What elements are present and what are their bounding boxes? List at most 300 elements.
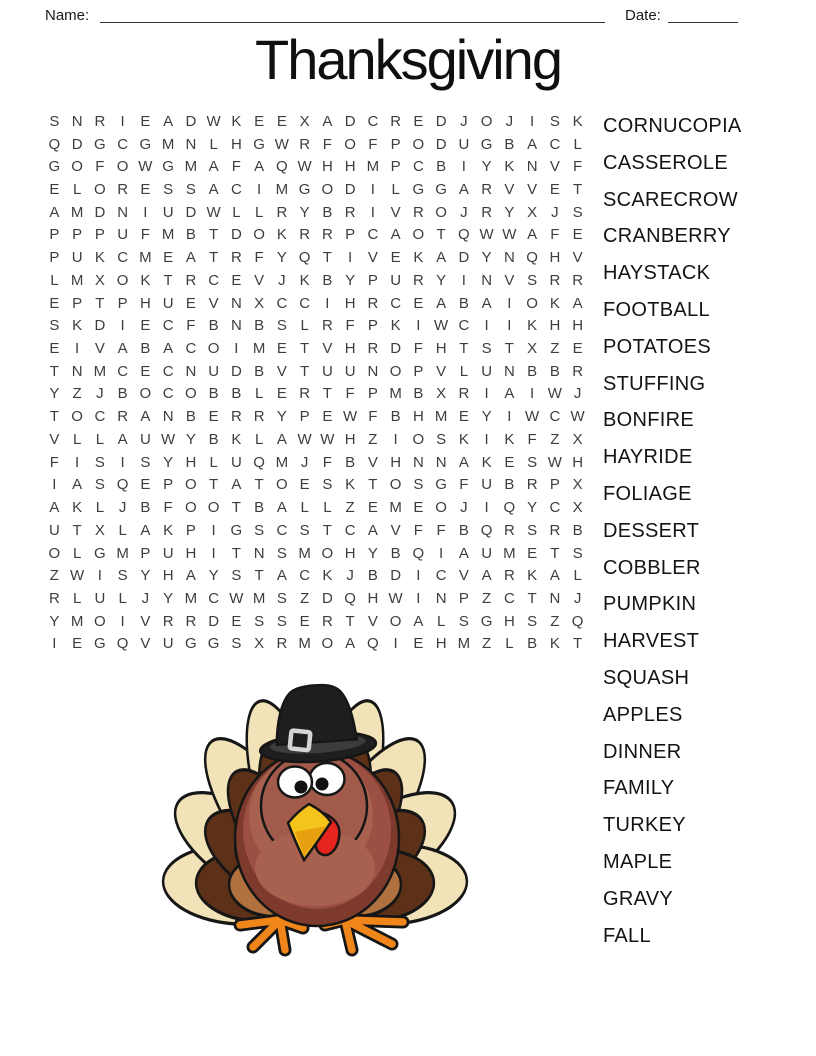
- grid-letter: Y: [49, 385, 60, 403]
- word-list-item: MAPLE: [603, 850, 673, 873]
- grid-letter: Q: [344, 589, 356, 607]
- grid-letter: B: [322, 271, 333, 289]
- grid-letter: P: [299, 408, 310, 426]
- grid-letter: E: [572, 340, 583, 358]
- grid-letter: K: [390, 317, 401, 335]
- grid-letter: R: [230, 249, 242, 267]
- grid-letter: Y: [299, 203, 310, 221]
- grid-letter: A: [413, 612, 424, 630]
- grid-letter: E: [413, 294, 424, 312]
- grid-letter: D: [390, 567, 402, 585]
- grid-letter: E: [276, 340, 287, 358]
- grid-letter: E: [413, 499, 424, 517]
- grid-letter: A: [436, 249, 447, 267]
- grid-letter: R: [299, 226, 311, 244]
- grid-letter: K: [299, 271, 310, 289]
- grid-letter: W: [502, 226, 517, 244]
- grid-letter: U: [208, 362, 220, 380]
- grid-letter: K: [231, 430, 242, 448]
- grid-letter: G: [94, 635, 106, 653]
- grid-letter: T: [368, 476, 378, 494]
- grid-letter: N: [367, 362, 379, 380]
- grid-letter: I: [75, 453, 80, 471]
- date-blank-line[interactable]: [668, 6, 738, 23]
- grid-letter: T: [231, 544, 241, 562]
- grid-letter: R: [117, 408, 129, 426]
- grid-letter: R: [299, 135, 311, 153]
- grid-letter: R: [526, 476, 538, 494]
- grid-letter: K: [458, 430, 469, 448]
- right-pupil: [316, 778, 329, 791]
- grid-letter: M: [70, 612, 84, 630]
- grid-letter: Q: [458, 226, 470, 244]
- grid-letter: I: [416, 589, 421, 607]
- grid-letter: R: [276, 203, 288, 221]
- grid-letter: K: [276, 226, 287, 244]
- grid-letter: J: [141, 589, 150, 607]
- grid-letter: E: [163, 249, 174, 267]
- grid-letter: I: [234, 340, 239, 358]
- grid-letter: C: [458, 317, 470, 335]
- grid-letter: W: [547, 385, 562, 403]
- grid-letter: P: [49, 249, 60, 267]
- grid-letter: B: [185, 226, 196, 244]
- grid-letter: M: [139, 249, 152, 267]
- grid-letter: I: [257, 181, 262, 199]
- grid-letter: B: [208, 430, 219, 448]
- grid-letter: W: [388, 589, 403, 607]
- grid-letter: G: [298, 181, 311, 199]
- grid-letter: C: [412, 158, 424, 176]
- grid-letter: O: [253, 226, 265, 244]
- word-list-item: DESSERT: [603, 519, 700, 542]
- grid-letter: O: [276, 476, 288, 494]
- grid-letter: I: [416, 567, 421, 585]
- grid-letter: U: [481, 362, 493, 380]
- grid-letter: J: [460, 499, 468, 517]
- grid-letter: O: [116, 158, 129, 176]
- word-list-item: HAYSTACK: [603, 262, 711, 285]
- grid-letter: G: [480, 612, 493, 630]
- grid-letter: N: [185, 135, 197, 153]
- grid-letter: A: [117, 430, 128, 448]
- grid-letter: A: [49, 203, 60, 221]
- grid-letter: C: [94, 408, 106, 426]
- grid-letter: K: [504, 430, 515, 448]
- grid-letter: R: [549, 521, 561, 539]
- grid-letter: W: [320, 430, 335, 448]
- grid-letter: G: [207, 635, 220, 653]
- grid-letter: G: [435, 476, 447, 494]
- grid-letter: D: [208, 612, 220, 630]
- grid-letter: U: [321, 362, 333, 380]
- grid-letter: C: [276, 294, 288, 312]
- grid-letter: M: [275, 181, 289, 199]
- grid-letter: L: [391, 181, 400, 199]
- grid-letter: E: [390, 249, 401, 267]
- grid-letter: W: [138, 158, 153, 176]
- grid-letter: H: [344, 430, 356, 448]
- grid-letter: R: [367, 340, 379, 358]
- grid-letter: Q: [480, 521, 493, 539]
- grid-letter: E: [413, 635, 424, 653]
- grid-letter: K: [549, 635, 560, 653]
- hat-buckle: [290, 730, 311, 750]
- grid-letter: B: [231, 385, 242, 403]
- word-list-item: PUMPKIN: [603, 593, 697, 616]
- grid-letter: F: [140, 226, 150, 244]
- grid-letter: N: [481, 271, 493, 289]
- grid-letter: G: [230, 521, 243, 539]
- grid-letter: A: [481, 294, 492, 312]
- grid-letter: S: [458, 612, 469, 630]
- word-list: [603, 108, 742, 954]
- grid-letter: V: [527, 181, 538, 199]
- word-list-item: POTATOES: [603, 335, 711, 358]
- grid-letter: Z: [49, 567, 59, 585]
- grid-letter: T: [527, 589, 537, 607]
- word-list-item: TURKEY: [603, 814, 686, 837]
- grid-letter: F: [459, 476, 469, 494]
- grid-letter: E: [254, 112, 265, 130]
- grid-letter: R: [390, 112, 402, 130]
- grid-letter: X: [572, 476, 583, 494]
- grid-letter: O: [480, 112, 493, 130]
- grid-letter: U: [230, 453, 242, 471]
- grid-letter: F: [322, 135, 332, 153]
- grid-letter: T: [209, 249, 219, 267]
- grid-letter: E: [322, 408, 333, 426]
- grid-letter: J: [573, 589, 582, 607]
- grid-letter: C: [299, 567, 311, 585]
- grid-letter: A: [117, 340, 128, 358]
- grid-letter: O: [344, 135, 356, 153]
- grid-letter: A: [231, 476, 242, 494]
- grid-letter: O: [185, 385, 197, 403]
- grid-letter: Y: [436, 271, 447, 289]
- grid-letter: T: [322, 385, 332, 403]
- grid-letter: G: [412, 181, 425, 199]
- grid-letter: R: [321, 317, 333, 335]
- grid-letter: O: [207, 499, 220, 517]
- grid-letter: L: [72, 181, 82, 199]
- grid-letter: B: [527, 362, 538, 380]
- name-blank-line[interactable]: [100, 6, 605, 23]
- grid-letter: Q: [571, 612, 584, 630]
- grid-letter: T: [163, 271, 173, 289]
- grid-letter: P: [390, 158, 401, 176]
- grid-letter: T: [436, 226, 446, 244]
- grid-letter: Z: [550, 340, 560, 358]
- grid-letter: A: [185, 567, 196, 585]
- grid-letter: J: [278, 271, 286, 289]
- grid-letter: C: [549, 135, 561, 153]
- grid-letter: V: [322, 340, 333, 358]
- grid-letter: Y: [163, 589, 174, 607]
- grid-letter: N: [549, 589, 561, 607]
- grid-letter: F: [368, 408, 378, 426]
- word-list-item: SQUASH: [603, 666, 690, 689]
- grid-letter: R: [299, 385, 311, 403]
- grid-letter: R: [549, 271, 561, 289]
- grid-letter: B: [140, 340, 151, 358]
- grid-letter: F: [436, 521, 446, 539]
- grid-letter: J: [96, 385, 104, 403]
- name-label: Name:: [45, 7, 90, 24]
- grid-letter: N: [71, 112, 83, 130]
- grid-letter: Q: [298, 249, 311, 267]
- grid-letter: A: [254, 158, 265, 176]
- grid-letter: Y: [276, 249, 287, 267]
- grid-letter: U: [71, 249, 83, 267]
- grid-letter: W: [434, 317, 449, 335]
- grid-letter: B: [254, 499, 265, 517]
- grid-letter: N: [503, 249, 515, 267]
- grid-letter: R: [185, 271, 197, 289]
- grid-letter: S: [527, 271, 538, 289]
- grid-letter: Q: [367, 635, 379, 653]
- grid-letter: Z: [482, 589, 492, 607]
- grid-letter: E: [299, 612, 310, 630]
- grid-letter: Q: [412, 544, 425, 562]
- grid-letter: D: [94, 317, 106, 335]
- grid-letter: X: [527, 340, 538, 358]
- grid-letter: O: [94, 181, 106, 199]
- grid-letter: W: [343, 408, 358, 426]
- grid-letter: A: [527, 135, 538, 153]
- grid-letter: M: [93, 362, 107, 380]
- grid-letter: Y: [481, 249, 492, 267]
- grid-letter: F: [254, 249, 264, 267]
- grid-letter: M: [252, 589, 266, 607]
- grid-letter: T: [209, 226, 219, 244]
- grid-letter: H: [503, 612, 515, 630]
- grid-letter: O: [389, 476, 402, 494]
- grid-letter: B: [345, 453, 356, 471]
- grid-letter: H: [549, 317, 561, 335]
- grid-letter: A: [572, 294, 583, 312]
- grid-letter: H: [344, 294, 356, 312]
- grid-letter: C: [367, 112, 379, 130]
- grid-letter: P: [390, 135, 401, 153]
- grid-letter: T: [254, 567, 264, 585]
- grid-letter: M: [389, 385, 402, 403]
- grid-letter: H: [572, 317, 584, 335]
- grid-letter: A: [549, 567, 560, 585]
- grid-letter: V: [276, 362, 287, 380]
- grid-letter: H: [321, 158, 333, 176]
- grid-letter: W: [570, 408, 585, 426]
- grid-letter: I: [120, 612, 125, 630]
- grid-letter: L: [300, 317, 309, 335]
- grid-letter: F: [550, 226, 560, 244]
- word-list-item: GRAVY: [603, 887, 674, 910]
- grid-letter: J: [573, 385, 582, 403]
- grid-letter: G: [139, 135, 152, 153]
- right-eye: [310, 763, 345, 795]
- grid-letter: B: [367, 567, 378, 585]
- grid-letter: Y: [49, 612, 60, 630]
- grid-letter: W: [297, 158, 312, 176]
- word-list-item: COBBLER: [603, 556, 701, 579]
- grid-letter: O: [435, 499, 447, 517]
- word-list-item: APPLES: [603, 703, 683, 726]
- grid-letter: K: [231, 112, 242, 130]
- grid-letter: G: [253, 135, 265, 153]
- grid-letter: V: [367, 612, 378, 630]
- grid-letter: P: [72, 294, 83, 312]
- grid-letter: P: [163, 476, 174, 494]
- grid-letter: G: [185, 635, 197, 653]
- grid-letter: N: [435, 453, 447, 471]
- grid-letter: D: [435, 112, 447, 130]
- grid-letter: T: [322, 249, 332, 267]
- grid-letter: R: [503, 521, 515, 539]
- grid-letter: R: [162, 612, 174, 630]
- grid-letter: M: [161, 135, 175, 153]
- grid-letter: T: [504, 340, 514, 358]
- grid-letter: I: [120, 453, 125, 471]
- grid-letter: O: [94, 612, 106, 630]
- grid-letter: D: [390, 340, 402, 358]
- grid-letter: T: [95, 294, 105, 312]
- grid-letter: O: [412, 135, 425, 153]
- grid-letter: N: [253, 544, 265, 562]
- grid-letter: V: [549, 158, 560, 176]
- grid-letter: Y: [481, 408, 492, 426]
- grid-letter: U: [94, 589, 106, 607]
- grid-letter: W: [161, 430, 176, 448]
- grid-letter: S: [185, 181, 196, 199]
- grid-letter: G: [48, 158, 61, 176]
- grid-letter: Y: [504, 203, 515, 221]
- grid-letter: L: [505, 635, 514, 653]
- grid-letter: A: [208, 158, 219, 176]
- grid-letter: M: [275, 453, 289, 471]
- grid-letter: H: [572, 453, 584, 471]
- grid-letter: C: [117, 135, 129, 153]
- grid-letter: X: [94, 521, 105, 539]
- grid-letter: M: [366, 158, 380, 176]
- grid-letter: R: [48, 589, 60, 607]
- grid-letter: Y: [208, 567, 219, 585]
- grid-letter: X: [527, 203, 538, 221]
- grid-letter: T: [300, 362, 310, 380]
- word-list-item: FOOTBALL: [603, 298, 710, 321]
- grid-letter: M: [298, 635, 311, 653]
- grid-letter: O: [435, 203, 447, 221]
- grid-letter: S: [49, 317, 60, 335]
- grid-letter: O: [389, 612, 402, 630]
- grid-letter: V: [94, 340, 105, 358]
- grid-letter: B: [390, 544, 401, 562]
- grid-letter: U: [162, 544, 174, 562]
- grid-letter: H: [549, 249, 561, 267]
- turkey-group: [162, 681, 468, 950]
- grid-letter: E: [231, 271, 242, 289]
- grid-letter: Z: [482, 635, 492, 653]
- grid-letter: P: [367, 271, 378, 289]
- grid-letter: T: [49, 362, 59, 380]
- grid-letter: Q: [526, 249, 538, 267]
- grid-letter: U: [139, 430, 151, 448]
- grid-letter: W: [206, 112, 221, 130]
- grid-letter: F: [95, 158, 105, 176]
- grid-letter: R: [572, 362, 584, 380]
- grid-letter: T: [231, 499, 241, 517]
- grid-letter: D: [230, 362, 242, 380]
- grid-letter: B: [572, 521, 583, 539]
- grid-letter: H: [139, 294, 151, 312]
- grid-letter: P: [367, 385, 378, 403]
- grid-letter: Z: [345, 499, 355, 517]
- grid-letter: E: [140, 362, 151, 380]
- grid-letter: R: [503, 567, 515, 585]
- grid-letter: W: [297, 430, 312, 448]
- grid-letter: V: [504, 271, 515, 289]
- grid-letter: P: [72, 226, 83, 244]
- grid-letter: Z: [368, 430, 378, 448]
- grid-letter: F: [345, 385, 355, 403]
- grid-letter: O: [71, 408, 83, 426]
- grid-letter: B: [458, 294, 469, 312]
- grid-letter: R: [321, 612, 333, 630]
- grid-letter: P: [413, 362, 424, 380]
- grid-letter: S: [117, 567, 128, 585]
- grid-letter: F: [527, 430, 537, 448]
- grid-letter: I: [484, 430, 489, 448]
- grid-letter: K: [572, 112, 583, 130]
- grid-letter: Y: [345, 271, 356, 289]
- grid-letter: W: [525, 408, 540, 426]
- grid-letter: S: [231, 567, 242, 585]
- grid-letter: X: [572, 499, 583, 517]
- grid-letter: E: [367, 499, 378, 517]
- grid-letter: R: [458, 385, 470, 403]
- grid-letter: G: [94, 135, 106, 153]
- grid-letter: B: [208, 317, 219, 335]
- grid-letter: Q: [503, 499, 516, 517]
- grid-letter: P: [458, 589, 469, 607]
- grid-letter: C: [435, 567, 447, 585]
- grid-letter: N: [230, 317, 242, 335]
- grid-letter: I: [120, 112, 125, 130]
- grid-letter: R: [481, 203, 493, 221]
- grid-letter: U: [162, 203, 174, 221]
- grid-letter: A: [504, 385, 515, 403]
- left-pupil: [295, 781, 308, 794]
- grid-letter: Q: [253, 453, 265, 471]
- grid-letter: E: [413, 112, 424, 130]
- grid-letter: B: [390, 408, 401, 426]
- word-list-item: CRANBERRY: [603, 225, 731, 248]
- word-list-item: CASSEROLE: [603, 151, 728, 174]
- grid-letter: O: [321, 181, 334, 199]
- grid-letter: L: [95, 430, 105, 448]
- grid-letter: F: [231, 158, 241, 176]
- grid-letter: D: [230, 226, 242, 244]
- word-list-item: STUFFING: [603, 372, 706, 395]
- grid-letter: R: [572, 271, 584, 289]
- grid-letter: V: [436, 362, 447, 380]
- grid-letter: T: [254, 476, 264, 494]
- grid-letter: X: [572, 430, 583, 448]
- grid-letter: B: [504, 135, 515, 153]
- grid-letter: L: [323, 499, 332, 517]
- grid-letter: Z: [550, 430, 560, 448]
- grid-letter: W: [479, 226, 494, 244]
- grid-letter: W: [274, 135, 289, 153]
